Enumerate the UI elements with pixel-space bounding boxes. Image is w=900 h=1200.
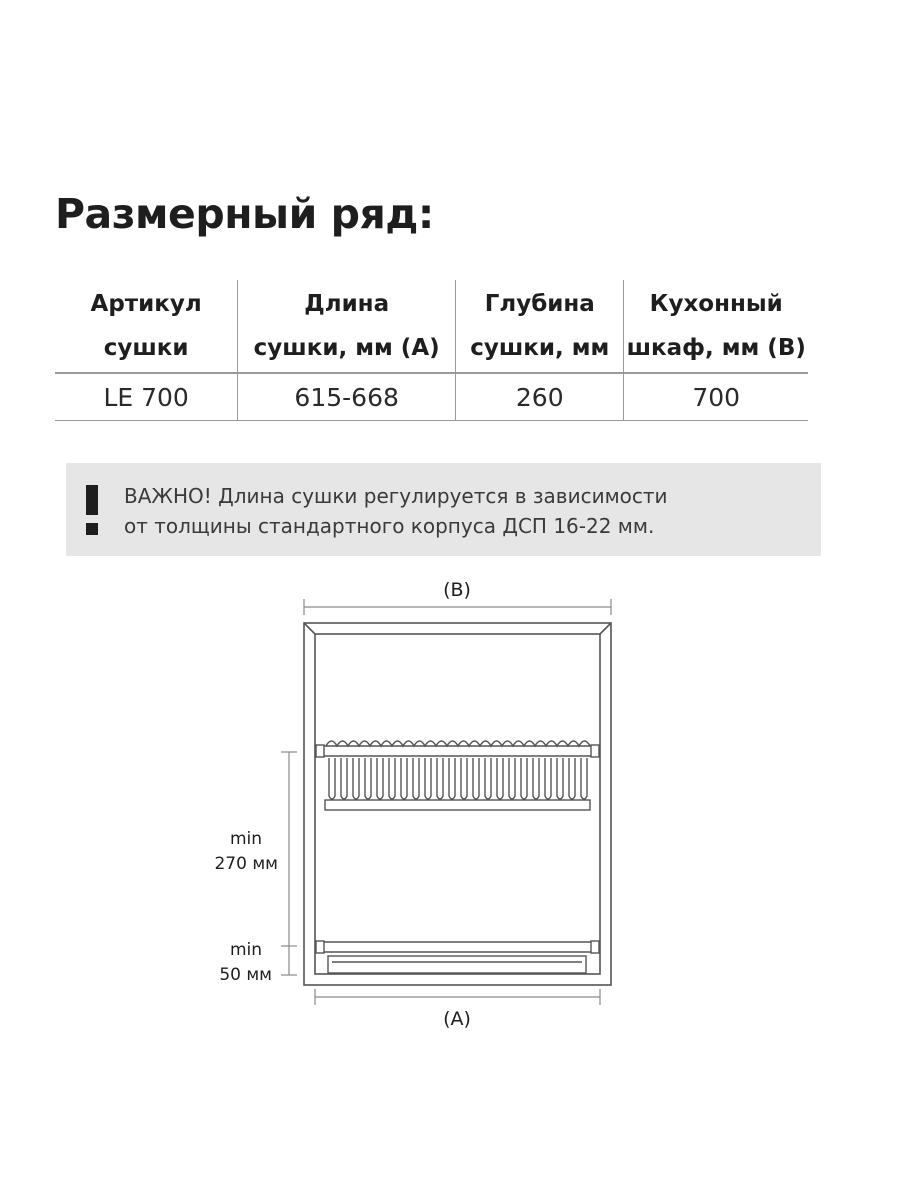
header-length — [238, 280, 456, 373]
table-row — [55, 373, 808, 421]
table-header-row — [55, 280, 808, 373]
header-article — [55, 280, 238, 373]
cell-length: 615-668 — [238, 373, 456, 421]
important-notice — [66, 463, 821, 556]
header-length-line1: Длина — [304, 291, 390, 317]
gap-lower-label-2: 50 мм — [219, 965, 272, 985]
page-title: Размерный ряд: — [55, 190, 434, 238]
cell-depth: 260 — [456, 373, 624, 421]
gap-upper-label-2: 270 мм — [214, 854, 278, 874]
header-article-line2: сушки — [103, 335, 189, 361]
header-depth — [456, 280, 624, 373]
header-cabinet-line2: шкаф, мм (В) — [626, 335, 806, 361]
cabinet-frame — [304, 623, 611, 985]
header-depth-line2: сушки, мм — [470, 335, 610, 361]
dimension-line-a — [315, 989, 600, 1005]
gap-lower-label-1: min — [229, 940, 262, 960]
notice-line1: ВАЖНО! Длина сушки регулируется в зависимости — [124, 484, 668, 508]
dimension-line-b — [304, 599, 611, 615]
lower-tray — [316, 941, 599, 973]
cell-article: LE 700 — [55, 373, 238, 421]
label-b: (B) — [443, 579, 471, 601]
header-depth-line1: Глубина — [484, 291, 595, 317]
gap-upper-label-1: min — [229, 829, 262, 849]
header-cabinet-line1: Кухонный — [649, 291, 783, 317]
header-cabinet — [624, 280, 808, 373]
notice-text — [124, 481, 814, 541]
exclamation-icon — [86, 485, 98, 535]
notice-line2: от толщины стандартного корпуса ДСП 16-22 мм. — [124, 514, 655, 538]
size-table — [55, 280, 808, 421]
upper-plate-rack — [316, 741, 599, 810]
dimension-line-height — [281, 752, 297, 975]
cell-cabinet: 700 — [624, 373, 808, 421]
header-length-line2: сушки, мм (А) — [253, 335, 440, 361]
header-article-line1: Артикул — [90, 291, 202, 317]
label-a: (A) — [443, 1008, 471, 1030]
cabinet-diagram — [0, 560, 900, 1040]
